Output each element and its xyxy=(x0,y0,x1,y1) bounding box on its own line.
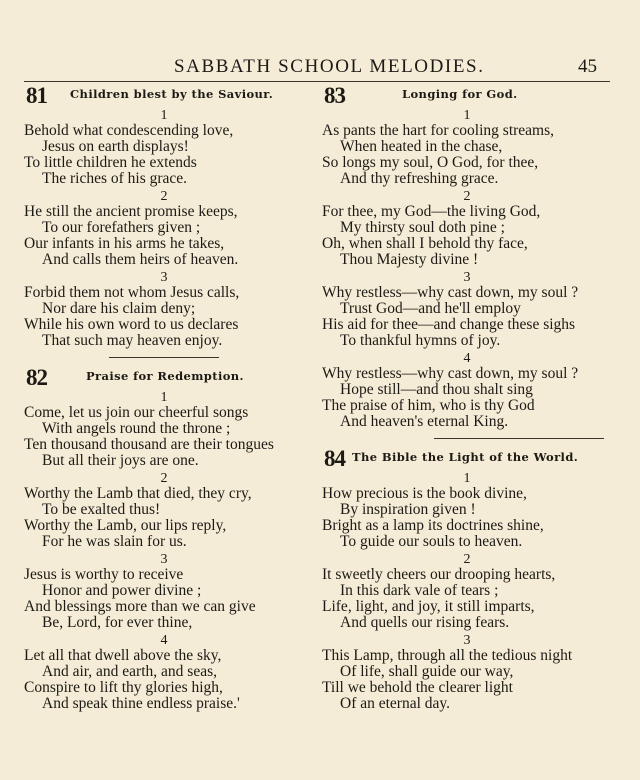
verse-line: Why restless—why cast down, my soul ? xyxy=(322,365,579,382)
verse-line: And thy refreshing grace. xyxy=(340,170,499,187)
stanza-number: 1 xyxy=(160,390,168,405)
verse-line: He still the ancient promise keeps, xyxy=(24,203,238,220)
stanza xyxy=(322,349,612,430)
stanza xyxy=(322,631,612,712)
verse-line: Jesus on earth displays! xyxy=(42,138,189,155)
verse-line: Let all that dwell above the sky, xyxy=(24,647,222,664)
verse-line: Behold what condescending love, xyxy=(24,122,234,139)
stanza-number: 1 xyxy=(463,108,471,123)
page-header xyxy=(0,56,640,82)
hymn-divider xyxy=(434,438,604,439)
stanza xyxy=(24,550,304,631)
stanza xyxy=(322,550,612,631)
verse-line: For he was slain for us. xyxy=(42,533,187,550)
verse-line: While his own word to us declares xyxy=(24,316,239,333)
page-number: 45 xyxy=(578,56,597,77)
stanza xyxy=(24,187,304,268)
verse-line: Honor and power divine ; xyxy=(42,582,202,599)
verse-line: And air, and earth, and seas, xyxy=(42,663,217,680)
hymn-number: 84 xyxy=(324,446,345,471)
verse-line: It sweetly cheers our drooping hearts, xyxy=(322,566,556,583)
stanza xyxy=(322,268,612,349)
verse-line: To be exalted thus! xyxy=(42,501,161,518)
hymn-divider xyxy=(109,357,219,358)
left-column xyxy=(24,84,304,712)
hymn-heading xyxy=(322,447,612,469)
verse-line: And blessings more than we can give xyxy=(24,598,256,615)
verse-line: Of life, shall guide our way, xyxy=(340,663,514,680)
hymn-83 xyxy=(322,84,612,430)
verse-line: How precious is the book divine, xyxy=(322,485,527,502)
verse-line: Life, light, and joy, it still imparts, xyxy=(322,598,535,615)
verse-line: To little children he extends xyxy=(24,154,197,171)
running-title: SABBATH SCHOOL MELODIES. xyxy=(174,56,485,77)
verse-line: Till we behold the clearer light xyxy=(322,679,513,696)
verse-line: By inspiration given ! xyxy=(340,501,476,518)
hymn-number: 82 xyxy=(26,365,47,390)
verse-line: My thirsty soul doth pine ; xyxy=(340,219,505,236)
hymn-81 xyxy=(24,84,304,349)
hymn-title: The Bible the Light of the World. xyxy=(352,450,579,464)
stanza xyxy=(322,106,612,187)
stanza-number: 2 xyxy=(160,471,168,486)
verse-line: Bright as a lamp its doctrines shine, xyxy=(322,517,544,534)
verse-line: For thee, my God—the living God, xyxy=(322,203,541,220)
verse-line: Hope still—and thou shalt sing xyxy=(340,381,533,398)
verse-line: As pants the hart for cooling streams, xyxy=(322,122,555,139)
verse-line: In this dark vale of tears ; xyxy=(340,582,499,599)
verse-line: So longs my soul, O God, for thee, xyxy=(322,154,539,171)
verse-line: With angels round the throne ; xyxy=(42,420,231,437)
hymn-heading xyxy=(24,366,304,388)
hymn-title: Children blest by the Saviour. xyxy=(70,87,274,101)
verse-line: The praise of him, who is thy God xyxy=(322,397,535,414)
verse-line: This Lamp, through all the tedious night xyxy=(322,647,573,664)
verse-line: Come, let us join our cheerful songs xyxy=(24,404,249,421)
stanza-number: 1 xyxy=(160,108,168,123)
hymn-84 xyxy=(322,447,612,712)
verse-line: And heaven's eternal King. xyxy=(340,413,509,430)
stanza xyxy=(24,469,304,550)
right-column xyxy=(322,84,612,712)
hymn-heading xyxy=(322,84,612,106)
header-rule xyxy=(24,81,610,82)
stanza-number: 3 xyxy=(160,270,168,285)
stanza-number: 4 xyxy=(160,633,168,648)
verse-line: Jesus is worthy to receive xyxy=(24,566,184,583)
verse-line: Conspire to lift thy glories high, xyxy=(24,679,223,696)
stanza-number: 3 xyxy=(463,633,471,648)
stanza xyxy=(24,388,304,469)
verse-line: Our infants in his arms he takes, xyxy=(24,235,225,252)
stanza xyxy=(24,268,304,349)
stanza-number: 3 xyxy=(160,552,168,567)
stanza xyxy=(322,469,612,550)
stanza xyxy=(24,631,304,712)
verse-line: To our forefathers given ; xyxy=(42,219,201,236)
verse-line: To guide our souls to heaven. xyxy=(340,533,523,550)
hymn-heading xyxy=(24,84,304,106)
hymn-number: 81 xyxy=(26,83,47,108)
stanza-number: 4 xyxy=(463,351,471,366)
stanza-number: 2 xyxy=(463,552,471,567)
verse-line: But all their joys are one. xyxy=(42,452,199,469)
verse-line: Why restless—why cast down, my soul ? xyxy=(322,284,579,301)
stanza-number: 1 xyxy=(463,471,471,486)
hymn-title: Praise for Redemption. xyxy=(86,369,244,383)
verse-line: And calls them heirs of heaven. xyxy=(42,251,239,268)
verse-line: Oh, when shall I behold thy face, xyxy=(322,235,528,252)
verse-line: Forbid them not whom Jesus calls, xyxy=(24,284,240,301)
hymn-number: 83 xyxy=(324,83,345,108)
verse-line: Ten thousand thousand are their tongues xyxy=(24,436,274,453)
verse-line: Nor dare his claim deny; xyxy=(42,300,196,317)
stanza-number: 3 xyxy=(463,270,471,285)
verse-line: Trust God—and he'll employ xyxy=(340,300,521,317)
verse-line: And quells our rising fears. xyxy=(340,614,510,631)
verse-line: Worthy the Lamb, our lips reply, xyxy=(24,517,227,534)
verse-line: When heated in the chase, xyxy=(340,138,503,155)
verse-line: And speak thine endless praise.' xyxy=(42,695,240,712)
verse-line: Be, Lord, for ever thine, xyxy=(42,614,193,631)
hymn-82 xyxy=(24,366,304,712)
verse-line: Worthy the Lamb that died, they cry, xyxy=(24,485,252,502)
verse-line: Thou Majesty divine ! xyxy=(340,251,479,268)
verse-line: His aid for thee—and change these sighs xyxy=(322,316,576,333)
hymn-title: Longing for God. xyxy=(402,87,518,101)
stanza-number: 2 xyxy=(160,189,168,204)
stanza xyxy=(322,187,612,268)
stanza xyxy=(24,106,304,187)
verse-line: The riches of his grace. xyxy=(42,170,188,187)
stanza-number: 2 xyxy=(463,189,471,204)
verse-line: That such may heaven enjoy. xyxy=(42,332,223,349)
verse-line: Of an eternal day. xyxy=(340,695,451,712)
verse-line: To thankful hymns of joy. xyxy=(340,332,501,349)
